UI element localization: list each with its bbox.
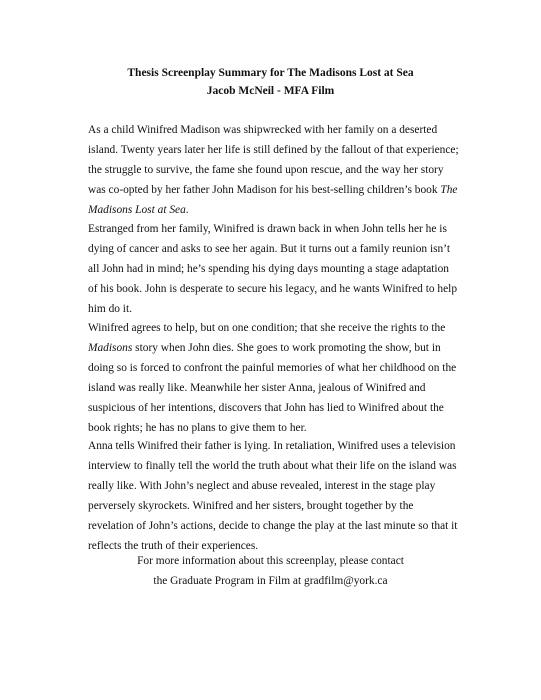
paragraph-1-text-before: As a child Winifred Madison was shipwrecked with her family on a deserted island. Twenty years later her life is still defined by the fallout of that experience; the struggle to survive, the fame she found upon rescue, and the way her story was co-opted by her father John Madison for his best-selling children’s book (88, 124, 459, 196)
summary-paragraph-2: Estranged from her family, Winifred is drawn back in when John tells her he is dying of cancer and asks to see her again. But it turns out a family reunion isn’t all John had in mind; he’s spending his dying days mounting a stage adaptation of his book. John is desperate to secure his legacy, and he wants Winifred to help him do it. (88, 223, 458, 315)
document-author: Jacob McNeil - MFA Film (206, 85, 335, 97)
paragraph-1-text-after: . (185, 204, 189, 216)
paragraph-3-text-before: Winifred agrees to help, but on one condition; that she receive the rights to the (88, 322, 446, 334)
madisons-italic: Madisons (88, 342, 133, 354)
summary-paragraph-3 (88, 318, 460, 438)
paragraph-3-text-after: story when John dies. She goes to work promoting the show, but in doing so is forced to confront the painful memories of what her childhood on the island was really like. Meanwhile her sister Anna, jealous of Winifred and suspicious of her intentions, discovers that John has lied to Winifred about the book rights; he has no plans to give them to her. (88, 342, 457, 434)
book-title: The Madisons Lost at Sea (88, 184, 458, 216)
document-title: Thesis Screenplay Summary for The Madisons Lost at Sea (127, 67, 414, 79)
contact-line-2: the Graduate Program in Film at gradfilm@york.ca (153, 575, 388, 587)
summary-paragraph-4: Anna tells Winifred their father is lying. In retaliation, Winifred uses a television interview to finally tell the world the truth about what their life on the island was really like. With John’s neglect and abuse revealed, interest in the stage play perversely skyrockets. Winifred and her sisters, brought together by the revelation of John’s actions, decide to change the play at the last minute so that it reflects the truth of their experiences. (88, 440, 458, 552)
contact-line-1: For more information about this screenplay, please contact (137, 555, 404, 567)
summary-paragraph-1 (88, 120, 460, 220)
